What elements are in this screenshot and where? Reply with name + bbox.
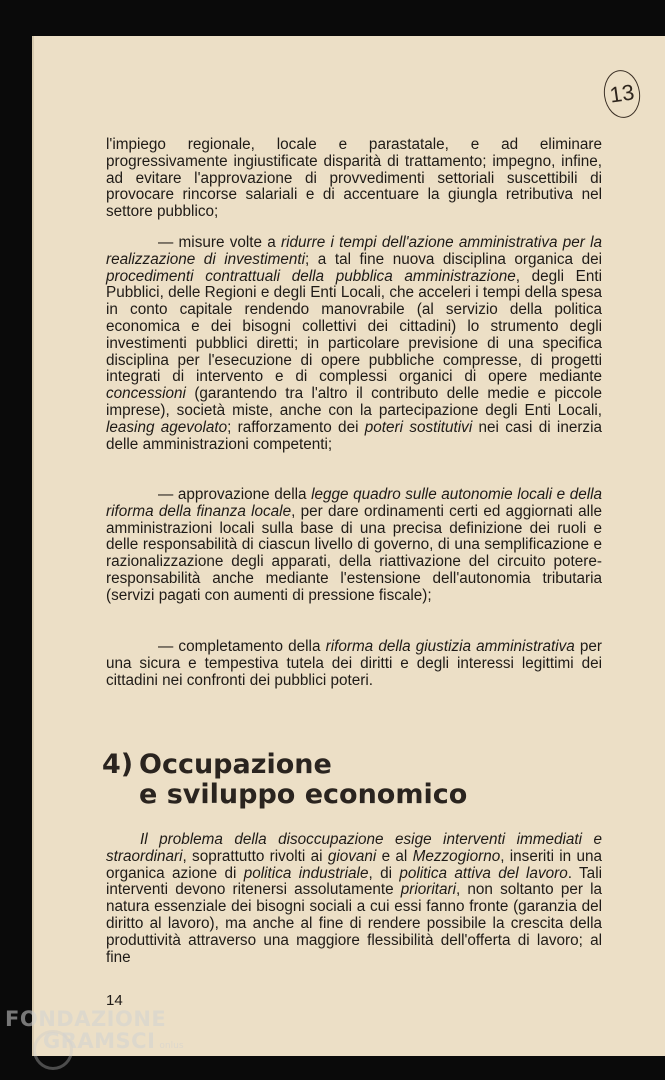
paragraph-1: l'impiego regionale, locale e parastatale, e ad eliminare progressivamente ingiustificate disparità di trattamento; impegno, infine, ad evitare l'approvazione di provvedimenti settoriali suscettibili di provocare rincorse salariali e di accentuare la giungla retributiva nel settore pubblico; bbox=[106, 136, 602, 221]
page-stamp: 13 bbox=[601, 68, 643, 121]
watermark-logo: FONDAZIONE GRAMSCI onlus bbox=[5, 1007, 184, 1053]
paragraph-5: Il problema della disoccupazione esige interventi immediati e straordinari, soprattutto rivolti ai giovani e al Mezzogiorno, inseriti in una organica azione di politica industriale, di politica attiva del lavoro. Tali interventi devono ritenersi assolutamente prioritari, non soltanto per la natura essenziale dei bisogni sociali a cui essi fanno fronte (garanzia del diritto al lavoro), ma anche al fine di rendere possibile la crescita della produttività attraverso una maggiore flessibilità dell'offerta di lavoro; al fine bbox=[106, 831, 602, 966]
paragraph-2: — misure volte a ridurre i tempi dell'azione amministrativa per la realizzazione di investimenti; a tal fine nuova disciplina organica dei procedimenti contrattuali della pubblica amministrazione, degli Enti Pubblici, delle Regioni e degli Enti Locali, che acceleri i tempi della spesa in conto capitale rendendo manovrabile (al servizio della politica economica e dei bisogni collettivi dei cittadini) lo strumento degli investimenti pubblici diretti; in particolare previsione di una specifica disciplina per l'esecuzione di opere pubbliche compresse, di progetti integrati di intervento e di complessi organici di opere mediante concessioni (garantendo tra l'altro il contributo delle medie e piccole imprese), società miste, anche con la partecipazione degli Enti Locali, leasing agevolato; rafforzamento dei poteri sostitutivi nei casi di inerzia delle amministrazioni competenti; bbox=[106, 234, 603, 453]
paragraph-3: — approvazione della legge quadro sulle autonomie locali e della riforma della finanza locale, per dare ordinamenti certi ed aggiornati alle amministrazioni locali sulla base di una precisa definizione dei ruoli e delle responsabilità di ciascun livello di governo, di una semplificazione e razionalizzazione degli apparati, della riattivazione del circuito potere-responsabilità anche mediante l'estensione dell'autonomia tributaria (servizi pagati con aumenti di pressione fiscale); bbox=[106, 486, 603, 604]
paragraph-4: — completamento della riforma della giustizia amministrativa per una sicura e tempestiva tutela dei diritti e degli interessi legittimi dei cittadini nei confronti dei pubblici poteri. bbox=[106, 638, 603, 689]
page-number: 14 bbox=[106, 992, 123, 1009]
section-heading: 4) Occupazione e sviluppo economico bbox=[102, 749, 468, 810]
